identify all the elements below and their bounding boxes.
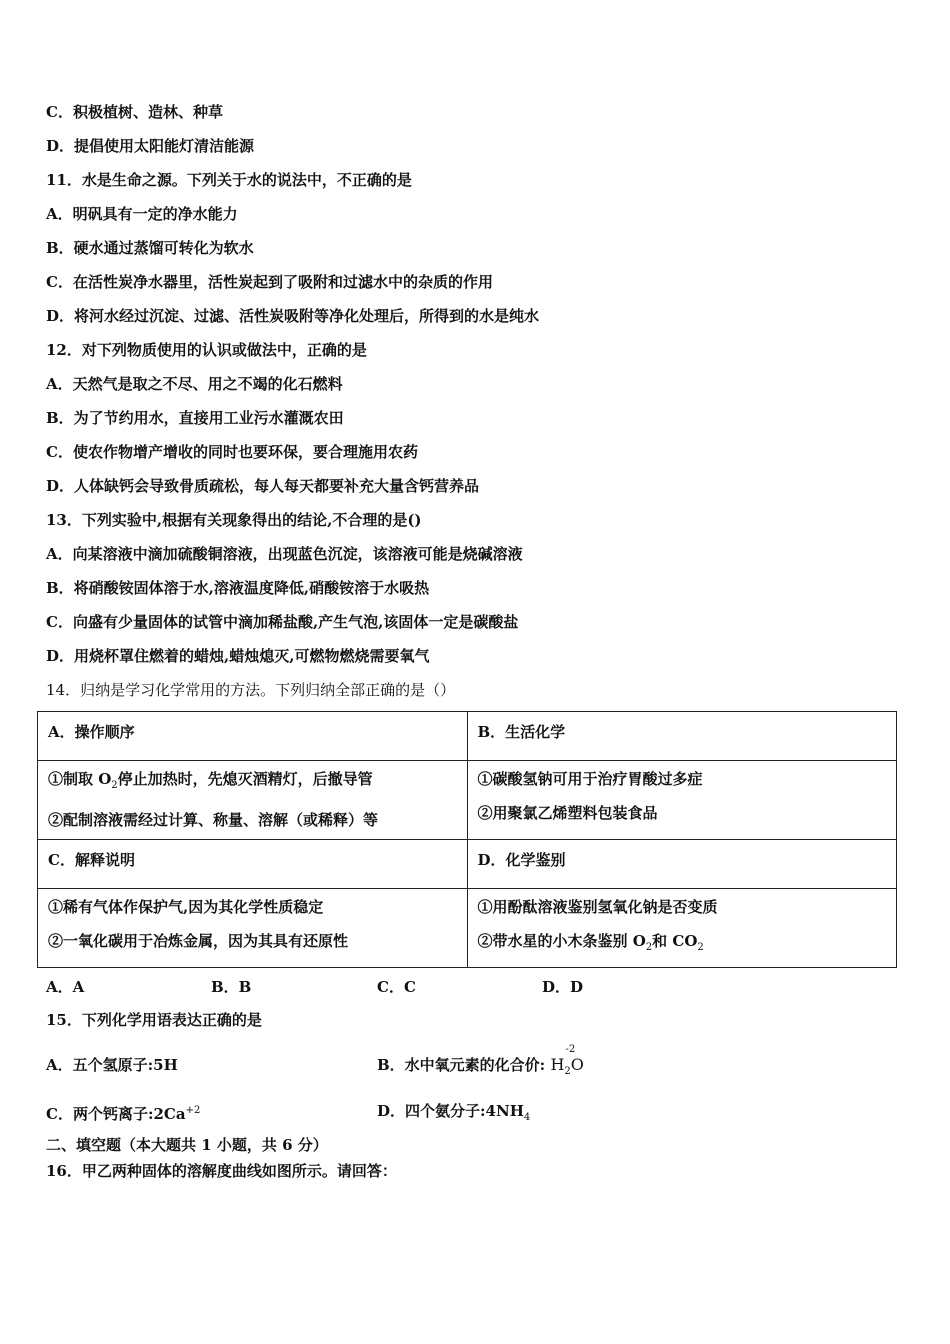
q14-cell-b-body bbox=[467, 761, 897, 840]
q14-cell-d-head: D．化学鉴别 bbox=[467, 840, 897, 889]
q14-choice-d: D．D bbox=[542, 978, 584, 996]
q12-option-a: A．天然气是取之不尽、用之不竭的化石燃料 bbox=[46, 375, 343, 393]
q13-option-b: B．将硝酸铵固体溶于水,溶液温度降低,硝酸铵溶于水吸热 bbox=[46, 579, 430, 597]
section-2-heading: 二、填空题（本大题共 1 小题，共 6 分） bbox=[46, 1136, 328, 1154]
q10-option-c: C．积极植树、造林、种草 bbox=[46, 103, 223, 121]
q11-option-d: D．将河水经过沉淀、过滤、活性炭吸附等净化处理后，所得到的水是纯水 bbox=[46, 307, 540, 325]
q14-b1: ①碳酸氢钠可用于治疗胃酸过多症 bbox=[477, 770, 703, 788]
q14-choice-a: A．A bbox=[46, 978, 85, 996]
q15-option-a: A．五个氢原子:5H bbox=[46, 1056, 178, 1074]
q14-cell-c-head: C．解释说明 bbox=[38, 840, 468, 889]
q13-option-d: D．用烧杯罩住燃着的蜡烛,蜡烛熄灭,可燃物燃烧需要氧气 bbox=[46, 647, 430, 665]
q14-choice-c: C．C bbox=[377, 978, 416, 996]
q12-option-c: C．使农作物增产增收的同时也要环保，要合理施用农药 bbox=[46, 443, 418, 461]
q11-stem: 11．水是生命之源。下列关于水的说法中，不正确的是 bbox=[46, 171, 412, 189]
q14-d2: ②带水星的小木条鉴别 $O_2$和 $CO_2$ bbox=[477, 932, 704, 953]
q13-option-a: A．向某溶液中滴加硫酸铜溶液，出现蓝色沉淀，该溶液可能是烧碱溶液 bbox=[46, 545, 523, 563]
q14-cell-d-body bbox=[467, 889, 897, 968]
q14-b2: ②用聚氯乙烯塑料包装食品 bbox=[477, 804, 658, 822]
q16-stem: 16．甲乙两种固体的溶解度曲线如图所示。请回答： bbox=[46, 1162, 397, 1180]
q15-option-d: D．四个氨分子$:4NH_4$ bbox=[377, 1102, 531, 1123]
q11-option-c: C．在活性炭净水器里，活性炭起到了吸附和过滤水中的杂质的作用 bbox=[46, 273, 493, 291]
q11-option-b: B．硬水通过蒸馏可转化为软水 bbox=[46, 239, 254, 257]
q15-stem: 15．下列化学用语表达正确的是 bbox=[46, 1011, 262, 1029]
q13-stem: 13．下列实验中,根据有关现象得出的结论,不合理的是() bbox=[46, 511, 422, 529]
q14-table bbox=[37, 711, 897, 968]
q14-choice-b: B．B bbox=[211, 978, 252, 996]
q15-option-b: B．水中氧元素的化合价: -2 $H_2O$ bbox=[377, 1055, 584, 1082]
q14-a1: ①制取 $O_2$停止加热时，先熄灭酒精灯，后撤导管 bbox=[48, 770, 373, 791]
q14-stem: 14．归纳是学习化学常用的方法。下列归纳全部正确的是（） bbox=[46, 681, 456, 699]
q15-option-c: C．两个钙离子$:2Ca^{+2}$ bbox=[46, 1105, 201, 1123]
q13-option-c: C．向盛有少量固体的试管中滴加稀盐酸,产生气泡,该固体一定是碳酸盐 bbox=[46, 613, 519, 631]
q14-cell-a-head: A．操作顺序 bbox=[38, 712, 468, 761]
q10-option-d: D．提倡使用太阳能灯清洁能源 bbox=[46, 137, 255, 155]
q14-d1: ①用酚酞溶液鉴别氢氧化钠是否变质 bbox=[477, 898, 718, 916]
q12-option-d: D．人体缺钙会导致骨质疏松，每人每天都要补充大量含钙营养品 bbox=[46, 477, 480, 495]
q14-a2: ②配制溶液需经过计算、称量、溶解（或稀释）等 bbox=[48, 811, 379, 829]
q14-cell-c-body bbox=[38, 889, 468, 968]
q14-c2: ②一氧化碳用于冶炼金属，因为其具有还原性 bbox=[48, 932, 349, 950]
water-formula: -2 $H_2O$ bbox=[550, 1044, 584, 1078]
q14-cell-a-body bbox=[38, 761, 468, 840]
q14-choices bbox=[46, 976, 906, 996]
q14-cell-b-head: B．生活化学 bbox=[467, 712, 897, 761]
q14-c1: ①稀有气体作保护气,因为其化学性质稳定 bbox=[48, 898, 324, 916]
q11-option-a: A．明矾具有一定的净水能力 bbox=[46, 205, 238, 223]
q12-option-b: B．为了节约用水，直接用工业污水灌溉农田 bbox=[46, 409, 344, 427]
q12-stem: 12．对下列物质使用的认识或做法中，正确的是 bbox=[46, 341, 367, 359]
